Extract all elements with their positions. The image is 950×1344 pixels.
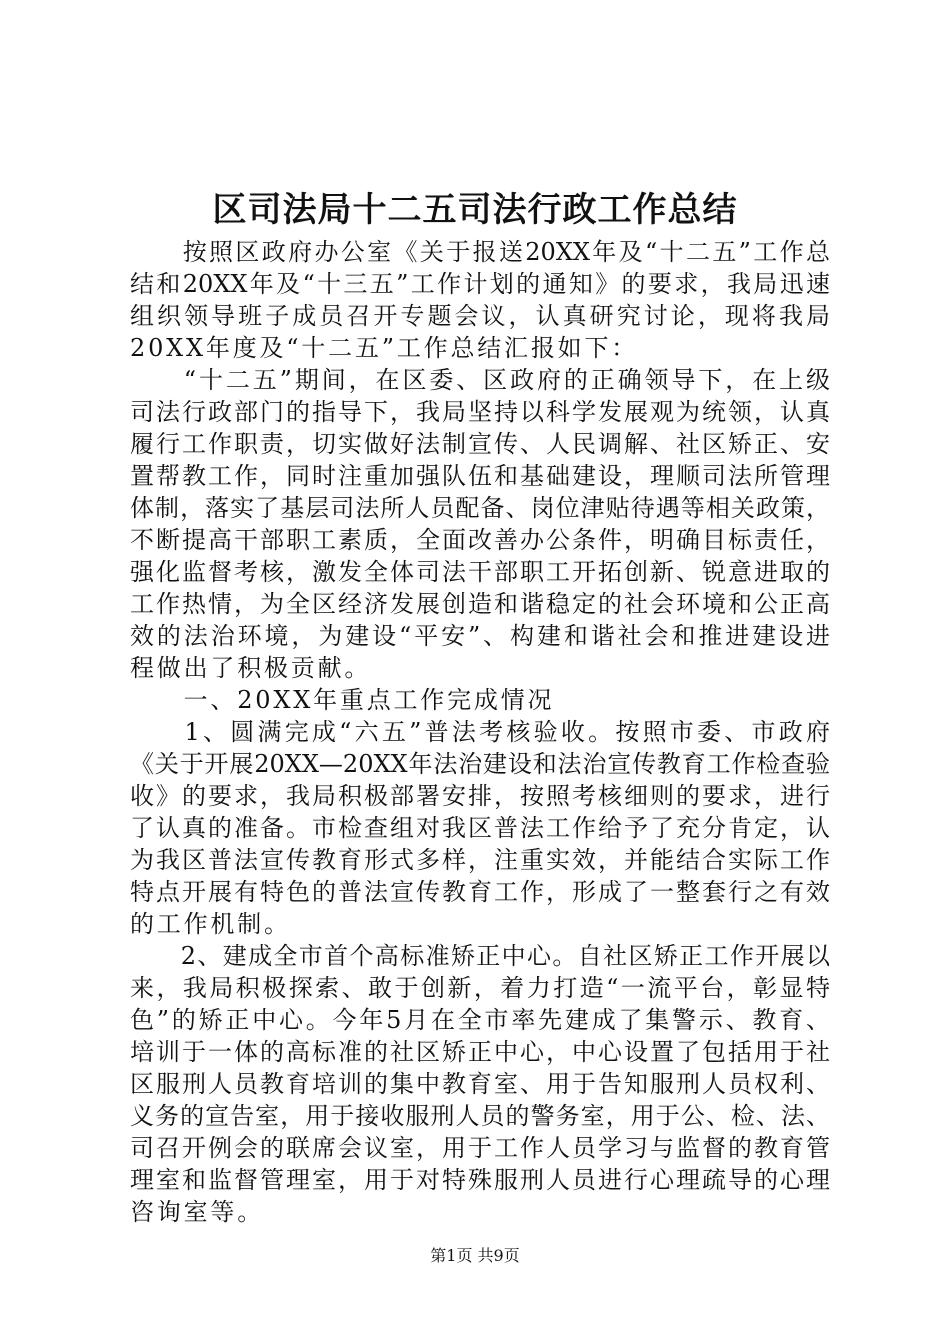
body-line: 工作热情，为全区经济发展创造和谐稳定的社会环境和公正高 xyxy=(130,590,830,618)
body-line: 2、建成全市首个高标准矫正中心。自社区矫正工作开展以 xyxy=(130,942,830,970)
body-line: 20XX年度及“十二五”工作总结汇报如下： xyxy=(130,334,639,362)
body-line: 司法行政部门的指导下，我局坚持以科学发展观为统领，认真 xyxy=(130,398,830,426)
page-number: 第1页 共9页 xyxy=(430,1246,520,1265)
document-title: 区司法局十二五司法行政工作总结 xyxy=(212,190,738,230)
body-line: 为我区普法宣传教育形式多样，注重实效，并能结合实际工作 xyxy=(130,846,830,874)
body-line: 了认真的准备。市检查组对我区普法工作给予了充分肯定，认 xyxy=(130,814,830,842)
body-line: 效的法治环境，为建设“平安”、构建和谐社会和推进建设进 xyxy=(130,622,830,650)
body-line: 收》的要求，我局积极部署安排，按照考核细则的要求，进行 xyxy=(130,782,830,810)
body-line: 的工作机制。 xyxy=(130,910,291,938)
body-line: 1、圆满完成“六五”普法考核验收。按照市委、市政府 xyxy=(130,718,830,746)
section-heading: 一、20XX年重点工作完成情况 xyxy=(130,686,555,714)
body-line: 不断提高干部职工素质，全面改善办公条件，明确目标责任， xyxy=(130,526,830,554)
body-line: “十二五”期间，在区委、区政府的正确领导下，在上级 xyxy=(130,366,830,394)
body-line: 来，我局积极探索、敢于创新，着力打造“一流平台，彰显特 xyxy=(130,974,830,1002)
body-line: 理室和监督管理室，用于对特殊服刑人员进行心理疏导的心理 xyxy=(130,1166,830,1194)
body-line: 《关于开展20XX—20XX年法治建设和法治宣传教育工作检查验 xyxy=(130,750,830,778)
body-line: 程做出了积极贡献。 xyxy=(130,654,372,682)
body-line: 义务的宣告室，用于接收服刑人员的警务室，用于公、检、法、 xyxy=(130,1102,830,1130)
body-line: 结和20XX年及“十三五”工作计划的通知》的要求，我局迅速 xyxy=(130,270,830,298)
body-line: 体制，落实了基层司法所人员配备、岗位津贴待遇等相关政策， xyxy=(130,494,830,522)
body-line: 培训于一体的高标准的社区矫正中心，中心设置了包括用于社 xyxy=(130,1038,830,1066)
body-line: 强化监督考核，激发全体司法干部职工开拓创新、锐意进取的 xyxy=(130,558,830,586)
body-line: 组织领导班子成员召开专题会议，认真研究讨论，现将我局 xyxy=(130,302,830,330)
body-line: 置帮教工作，同时注重加强队伍和基础建设，理顺司法所管理 xyxy=(130,462,830,490)
body-line: 司召开例会的联席会议室，用于工作人员学习与监督的教育管 xyxy=(130,1134,830,1162)
body-line: 履行工作职责，切实做好法制宣传、人民调解、社区矫正、安 xyxy=(130,430,830,458)
body-line: 咨询室等。 xyxy=(130,1198,264,1226)
body-line: 按照区政府办公室《关于报送20XX年及“十二五”工作总 xyxy=(130,238,830,266)
body-line: 区服刑人员教育培训的集中教育室、用于告知服刑人员权利、 xyxy=(130,1070,830,1098)
body-line: 色”的矫正中心。今年5月在全市率先建成了集警示、教育、 xyxy=(130,1006,830,1034)
body-line: 特点开展有特色的普法宣传教育工作，形成了一整套行之有效 xyxy=(130,878,830,906)
